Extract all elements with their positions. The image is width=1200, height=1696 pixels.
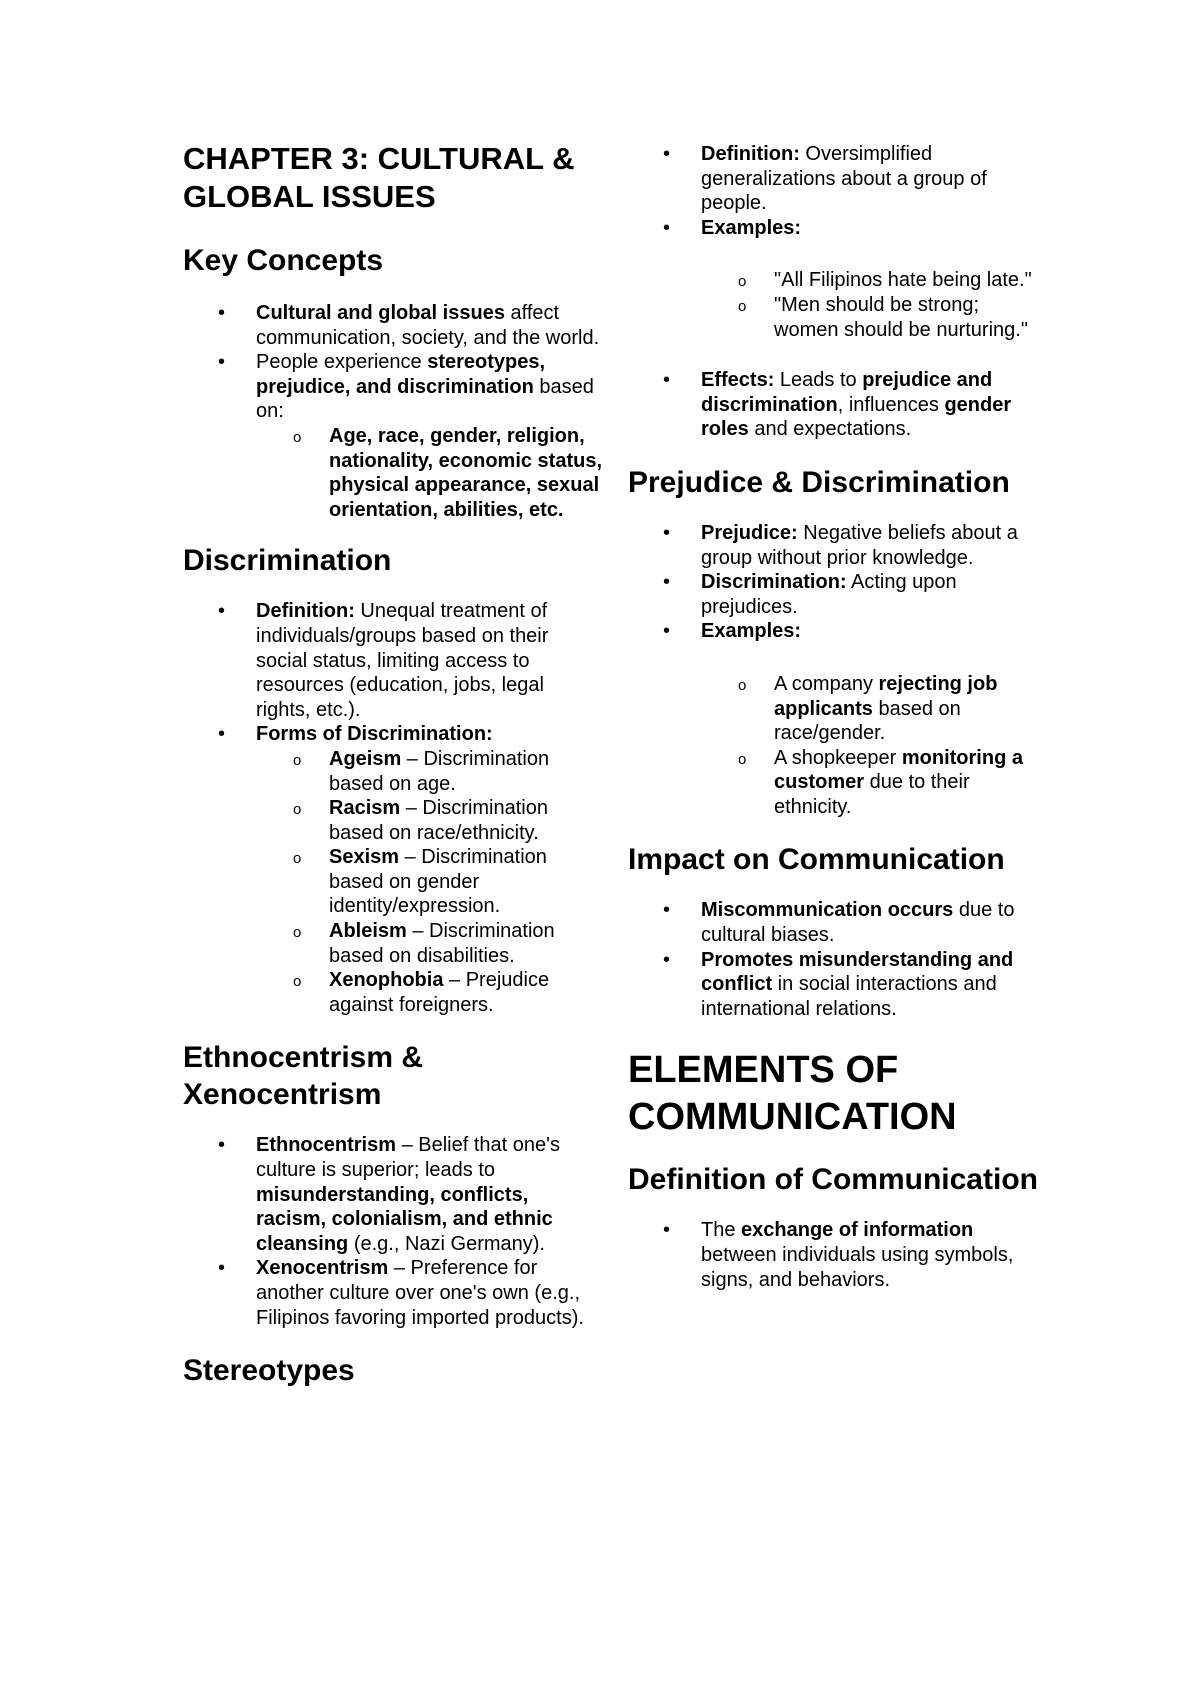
list-item: o "All Filipinos hate being late."	[628, 268, 1048, 293]
list-item: o A shopkeeper monitoring a customer due to their ethnicity.	[628, 746, 1048, 820]
examples-list	[628, 268, 1048, 342]
elements-title: ELEMENTS OF COMMUNICATION	[628, 1049, 957, 1139]
right-column	[628, 142, 1048, 1292]
list-item: • Forms of Discrimination: o Ageism – Discrimination based on age. o Racism – Discrimination based on race/ethnicity. o Sexism – Discrimination based on gender identity/expression. o Ableism – Discrimination based on disabilities. o Xenophobia – Prejudice against foreigners.	[183, 722, 603, 1017]
list-item: • Xenocentrism – Preference for another culture over one's own (e.g., Filipinos favoring imported products).	[183, 1256, 603, 1330]
section-title-prejudice: Prejudice & Discrimination	[628, 465, 1010, 499]
examples-list	[628, 672, 1048, 820]
list-item: • People experience stereotypes, prejudice, and discrimination based on: o Age, race, gender, religion, nationality, economic status, physical appearance, sexual orientation, abilities, etc.	[183, 350, 603, 522]
list-item: • Prejudice: Negative beliefs about a group without prior knowledge.	[628, 521, 1048, 570]
discrimination-list	[183, 599, 603, 1017]
list-item: o "Men should be strong; women should be nurturing."	[628, 293, 1048, 342]
forms-list	[183, 747, 603, 1018]
list-item: o Ageism – Discrimination based on age.	[183, 747, 603, 796]
list-item: o Sexism – Discrimination based on gender identity/expression.	[183, 845, 603, 919]
list-item: • Ethnocentrism – Belief that one's culture is superior; leads to misunderstanding, conflicts, racism, colonialism, and ethnic cleansing (e.g., Nazi Germany).	[183, 1133, 603, 1256]
list-item: o A company rejecting job applicants based on race/gender.	[628, 672, 1048, 746]
stereotypes-list	[628, 142, 1048, 442]
list-item: o Racism – Discrimination based on race/ethnicity.	[183, 796, 603, 845]
key-concepts-list	[183, 301, 603, 522]
section-title-stereotypes: Stereotypes	[183, 1354, 355, 1388]
section-title-ethnocentrism: Ethnocentrism & Xenocentrism	[183, 1041, 424, 1112]
list-item: • Promotes misunderstanding and conflict in social interactions and international relations.	[628, 948, 1048, 1022]
list-item: • The exchange of information between individuals using symbols, signs, and behaviors.	[628, 1218, 1048, 1292]
list-item: o Xenophobia – Prejudice against foreigners.	[183, 968, 603, 1017]
list-item: • Examples: o A company rejecting job applicants based on race/gender. o A shopkeeper monitoring a customer due to their ethnicity.	[628, 619, 1048, 819]
list-item: o Ableism – Discrimination based on disabilities.	[183, 919, 603, 968]
prejudice-list	[628, 521, 1048, 820]
list-item: o Age, race, gender, religion, nationality, economic status, physical appearance, sexual orientation, abilities, etc.	[183, 424, 603, 522]
list-item: • Miscommunication occurs due to cultural biases.	[628, 898, 1048, 947]
section-title-impact: Impact on Communication	[628, 843, 1005, 877]
section-title-key-concepts: Key Concepts	[183, 244, 384, 277]
list-item: • Examples: o "All Filipinos hate being late." o "Men should be strong; women should be nurturing."	[628, 216, 1048, 342]
definition-list	[628, 1218, 1048, 1292]
left-column	[183, 140, 603, 1389]
list-item: • Effects: Leads to prejudice and discrimination, influences gender roles and expectations.	[628, 368, 1048, 442]
section-title-discrimination: Discrimination	[183, 544, 392, 578]
list-item: • Cultural and global issues affect communication, society, and the world.	[183, 301, 603, 350]
ethno-list	[183, 1133, 603, 1330]
chapter-title: CHAPTER 3: CULTURAL & GLOBAL ISSUES	[183, 141, 575, 214]
impact-list	[628, 898, 1048, 1021]
list-item: • Discrimination: Acting upon prejudices.	[628, 570, 1048, 619]
list-item: • Definition: Oversimplified generalizations about a group of people.	[628, 142, 1048, 216]
list-item: • Definition: Unequal treatment of individuals/groups based on their social status, limiting access to resources (education, jobs, legal rights, etc.).	[183, 599, 603, 722]
sub-list	[183, 424, 603, 522]
section-title-definition: Definition of Communication	[628, 1163, 1038, 1197]
